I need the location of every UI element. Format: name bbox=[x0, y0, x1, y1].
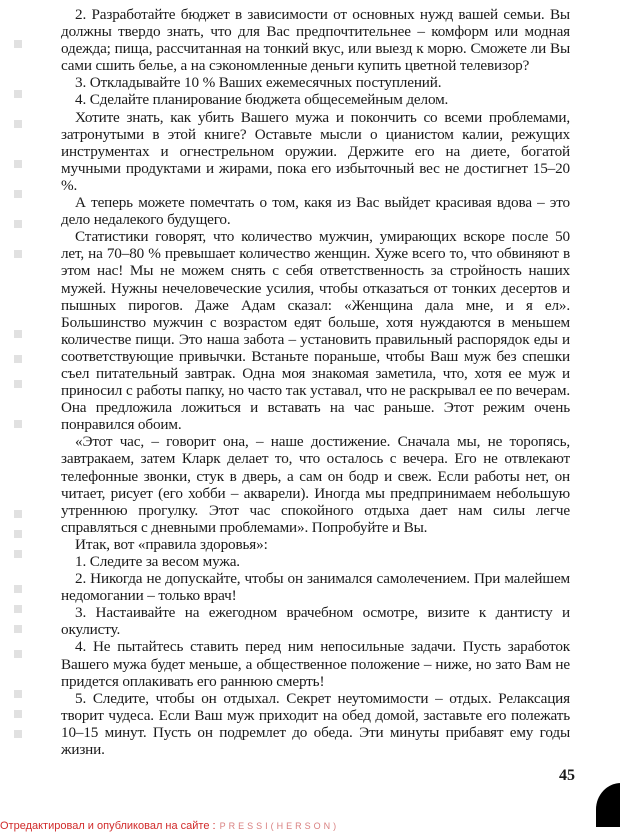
paragraph-rule-4: 4. Не пытайтесь ставить перед ним непосильные задачи. Пусть заработок Вашего мужа будет меньше, а общественное положение – ниже, но зато Вам не придется оплакивать его раннюю смерть! bbox=[61, 638, 570, 690]
paragraph-statistics: Статистики говорят, что количество мужчин, умирающих вскоре после 50 лет, на 70–80 % превышает количество женщин. Хуже всего то, что обвиняют в этом нас! Мы не можем снять с себя ответственность за стройность наших мужей. Нужны нечеловеческие усилия, чтобы отказаться от тонких десертов и пышных пирогов. Даже Адам сказал: «Женщина дала мне, и я ел». Большинство мужчин с возрастом едят больше, хотя нуждаются в меньшем количестве пищи. Это наша забота – установить правильный распорядок еды и соответствующие привычки. Встаньте пораньше, чтобы Ваш муж без спешки съел питательный завтрак. Одна моя знакомая заметила, что, хотя ее муж и приносил с работы папку, но часто так уставал, что не раскрывал ее по вечерам. Она предложила ложиться и вставать на час раньше. Этот режим очень понравился обоим. bbox=[61, 228, 570, 434]
paragraph-widow: А теперь можете помечтать о том, какя из Вас выйдет красивая вдова – это дело недалекого будущего. bbox=[61, 194, 570, 229]
body-text bbox=[61, 6, 570, 758]
paragraph-family-planning: 4. Сделайте планирование бюджета общесемейным делом. bbox=[75, 91, 449, 109]
scan-margin-artifacts bbox=[14, 30, 30, 750]
footer-label: Отредактировал и опубликовал на сайте : bbox=[0, 820, 216, 832]
paragraph-health-rules-intro: Итак, вот «правила здоровья»: bbox=[75, 535, 268, 553]
page-number: 45 bbox=[559, 767, 575, 784]
paragraph-rule-2: 2. Никогда не допускайте, чтобы он занимался самолечением. При малейшем недомогании – только врач! bbox=[61, 570, 570, 605]
scan-corner-shadow bbox=[596, 783, 620, 827]
paragraph-rule-3: 3. Настаивайте на ежегодном врачебном осмотре, визите к дантисту и окулисту. bbox=[61, 604, 570, 639]
paragraph-budget-needs: 2. Разработайте бюджет в зависимости от основных нужд вашей семьи. Вы должны твердо знать, что для Вас предпочтительнее – комформ или модная одежда; пища, рассчитанная на тонкий вкус, или выезд к морю. Сможете ли Вы сами сшить белье, а на сэкономленные деньги купить цветной телевизор? bbox=[61, 6, 570, 75]
paragraph-diet: Хотите знать, как убить Вашего мужа и покончить со всеми проблемами, затронутыми в этой книге? Оставьте мысли о цианистом калии, режущих инструментах и огнестрельном оружии. Держите его на диете, богатой мучными продуктами и жирами, пока его избыточный вес не достигнет 15–20 %. bbox=[61, 108, 570, 194]
paragraph-rule-1: 1. Следите за весом мужа. bbox=[75, 553, 240, 570]
paragraph-save-percent: 3. Откладывайте 10 % Ваших ежемесячных поступлений. bbox=[75, 74, 442, 92]
paragraph-rule-5: 5. Следите, чтобы он отдыхал. Секрет неутомимости – отдых. Релаксация творит чудеса. Если Ваш муж приходит на обед домой, заставьте его полежать 10–15 минут. Пусть он подремлет до обеда. Эти минуты прибавят ему годы жизни. bbox=[61, 689, 570, 759]
paragraph-quote-hour: «Этот час, – говорит она, – наше достижение. Сначала мы, не торопясь, завтракаем, затем Кларк делает то, что осталось с вечера. Его не отвлекают телефонные звонки, стук в дверь, а сам он бодр и свеж. Если работы нет, он читает, рисует (его хобби – акварели). Иногда мы предпринимаем небольшую утреннюю прогулку. Этот час спокойного отдыха дает нам силы легче справляться с дневными проблемами». Попробуйте и Вы. bbox=[61, 433, 570, 536]
publisher-footer bbox=[0, 820, 339, 832]
footer-site-name: PRESSI(HERSON) bbox=[219, 821, 340, 831]
